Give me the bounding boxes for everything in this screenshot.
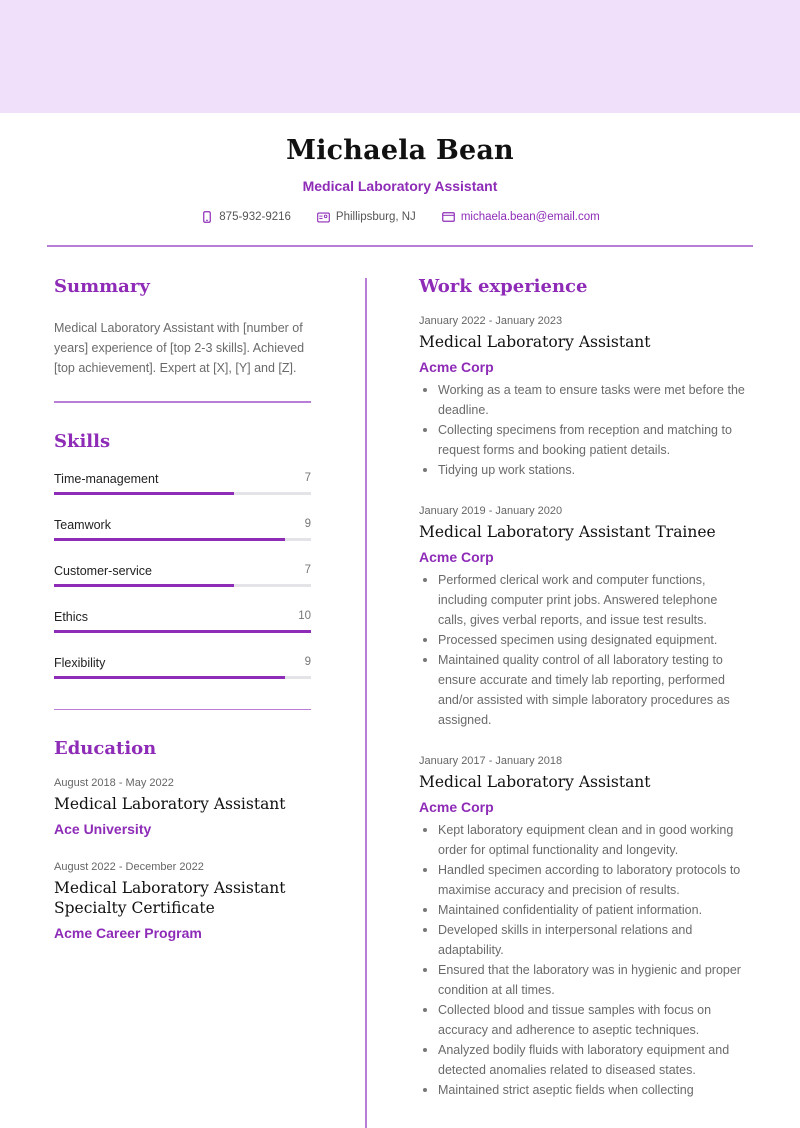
list-item: Developed skills in interpersonal relations and adaptability. <box>419 920 749 960</box>
skill-level: 9 <box>304 517 311 530</box>
list-item: Tidying up work stations. <box>419 460 749 480</box>
list-item: Ensured that the laboratory was in hygienic and proper condition at all times. <box>419 960 749 1000</box>
skill-bar <box>54 492 311 495</box>
skill-name: Time-management <box>54 471 159 486</box>
list-item: Processed specimen using designated equipment. <box>419 630 749 650</box>
skill-level: 7 <box>304 563 311 576</box>
location-icon <box>317 211 330 223</box>
education-heading: Education <box>54 738 157 759</box>
summary-text: Medical Laboratory Assistant with [number of years] experience of [top 2-3 skills]. Achieved [top achievement]. Expert at [X], [Y] and [Z]. <box>54 321 305 375</box>
education-entry <box>54 777 311 837</box>
phone-icon <box>200 211 213 223</box>
header-band <box>0 0 800 113</box>
work-company: Acme Corp <box>419 799 494 815</box>
candidate-title: Medical Laboratory Assistant <box>302 178 498 194</box>
work-dates: January 2017 - January 2018 <box>419 755 563 767</box>
skill-level: 9 <box>304 655 311 668</box>
skill-bar-fill <box>54 630 311 633</box>
education-degree: Medical Laboratory Assistant <box>54 795 286 813</box>
location-text: Phillipsburg, NJ <box>335 211 416 223</box>
skill-bar <box>54 630 311 633</box>
column-divider <box>365 278 367 1128</box>
skills-divider <box>54 709 311 711</box>
skill-name: Flexibility <box>54 655 106 670</box>
skill-bar-fill <box>54 676 285 679</box>
education-dates: August 2018 - May 2022 <box>54 777 174 789</box>
header-divider <box>47 245 753 247</box>
work-role: Medical Laboratory Assistant Trainee <box>419 523 716 541</box>
skill-bar-fill <box>54 538 285 541</box>
work-entry <box>419 505 749 730</box>
resume-header <box>0 113 800 223</box>
list-item: Performed clerical work and computer functions, including computer print jobs. Answered telephone calls, gives verbal reports, and issue test results. <box>419 570 749 630</box>
skill-name: Ethics <box>54 609 89 624</box>
work-company: Acme Corp <box>419 359 494 375</box>
mail-icon <box>442 211 455 223</box>
education-entry <box>54 861 311 941</box>
skill-bar-fill <box>54 584 234 587</box>
list-item: Kept laboratory equipment clean and in good working order for optimal functionality and longevity. <box>419 820 749 860</box>
skill-item <box>54 518 311 541</box>
list-item: Maintained strict aseptic fields when collecting <box>419 1080 749 1100</box>
skill-item <box>54 656 311 679</box>
contact-email[interactable] <box>442 211 600 223</box>
skill-level: 10 <box>298 609 311 622</box>
skill-name: Teamwork <box>54 517 111 532</box>
skill-bar <box>54 538 311 541</box>
education-school: Acme Career Program <box>54 925 202 941</box>
candidate-name: Michaela Bean <box>286 135 514 166</box>
skill-level: 7 <box>304 471 311 484</box>
skill-name: Customer-service <box>54 563 152 578</box>
work-company: Acme Corp <box>419 549 494 565</box>
education-school: Ace University <box>54 821 152 837</box>
work-entry <box>419 755 749 1100</box>
email-link[interactable]: michaela.bean@email.com <box>460 211 600 223</box>
skill-item <box>54 472 311 495</box>
skill-item <box>54 610 311 633</box>
work-dates: January 2019 - January 2020 <box>419 505 563 517</box>
skill-item <box>54 564 311 587</box>
skills-heading: Skills <box>54 430 111 452</box>
work-role: Medical Laboratory Assistant <box>419 773 651 791</box>
skill-bar <box>54 676 311 679</box>
contact-info <box>0 211 800 223</box>
work-heading: Work experience <box>419 276 588 297</box>
work-bullets <box>419 570 749 730</box>
contact-location <box>317 211 416 223</box>
left-column <box>54 276 311 941</box>
work-entry <box>419 315 749 480</box>
summary-heading: Summary <box>54 276 150 297</box>
contact-phone <box>200 211 291 223</box>
education-dates: August 2022 - December 2022 <box>54 861 204 873</box>
right-column <box>419 276 749 1100</box>
phone-number: 875-932-9216 <box>219 211 291 223</box>
list-item: Working as a team to ensure tasks were met before the deadline. <box>419 380 749 420</box>
list-item: Collected blood and tissue samples with focus on accuracy and adherence to aseptic techniques. <box>419 1000 749 1040</box>
skill-bar-fill <box>54 492 234 495</box>
summary-divider <box>54 401 311 403</box>
skill-bar <box>54 584 311 587</box>
work-bullets <box>419 820 749 1100</box>
list-item: Analyzed bodily fluids with laboratory equipment and detected anomalies related to diseased states. <box>419 1040 749 1080</box>
list-item: Maintained quality control of all laboratory testing to ensure accurate and timely lab reporting, performed and/or assisted with simple laboratory procedures as assigned. <box>419 650 749 730</box>
list-item: Maintained confidentiality of patient information. <box>419 900 749 920</box>
list-item: Collecting specimens from reception and matching to request forms and booking patient details. <box>419 420 749 460</box>
list-item: Handled specimen according to laboratory protocols to maximise accuracy and precision of results. <box>419 860 749 900</box>
work-dates: January 2022 - January 2023 <box>419 315 563 327</box>
education-degree: Medical Laboratory Assistant Specialty Certificate <box>54 879 286 917</box>
work-bullets <box>419 380 749 480</box>
work-role: Medical Laboratory Assistant <box>419 333 651 351</box>
